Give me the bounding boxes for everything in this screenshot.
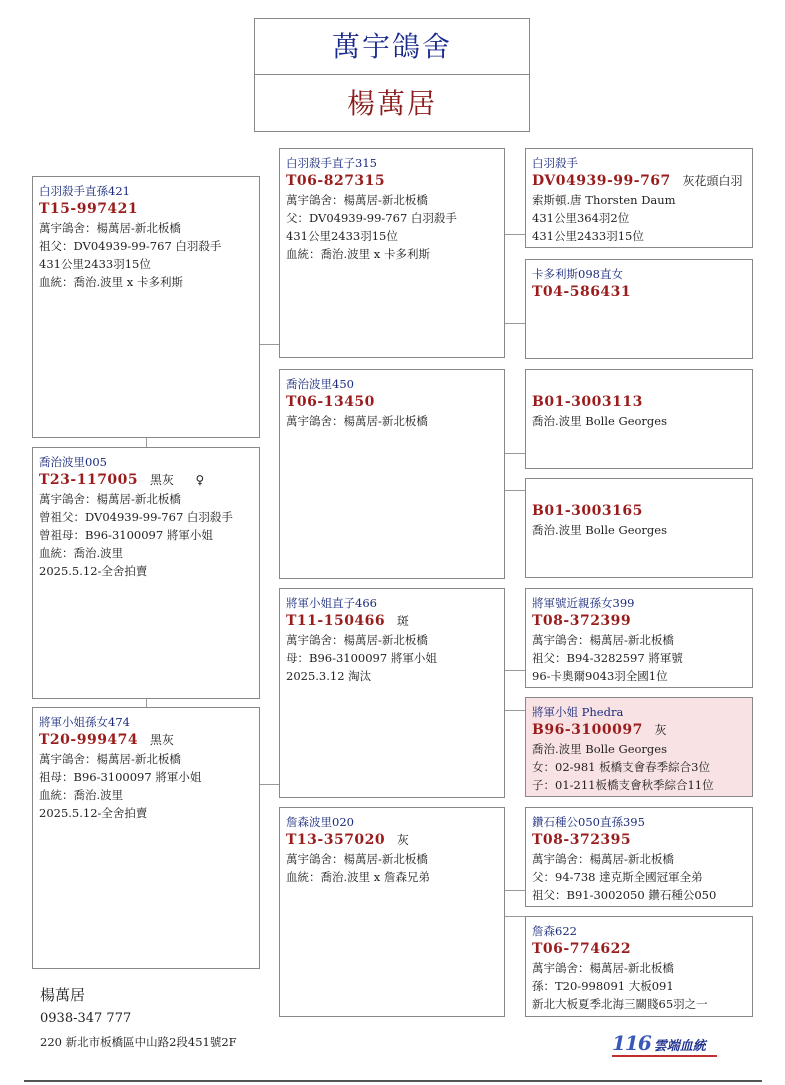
connector xyxy=(146,437,147,447)
ring-number: T13-357020 xyxy=(286,832,386,848)
card-title: 詹森波里020 xyxy=(286,815,354,829)
card-line: 萬宇鴿舍：楊萬居-新北板橋 xyxy=(532,961,674,975)
color-tag: 黑灰 xyxy=(149,473,174,487)
great-grandparent-card-6 xyxy=(525,697,753,797)
card-line: 曾祖父：DV04939-99-767 白羽殺手 xyxy=(39,510,233,524)
logo-text: 雲端血統 xyxy=(653,1039,706,1054)
card-line: 祖父：B94-3282597 將軍號 xyxy=(532,651,683,665)
card-title: 鑽石種公050直孫395 xyxy=(532,815,645,829)
ring-number: T08-372399 xyxy=(532,613,632,629)
card-line: 曾祖母：B96-3100097 將軍小姐 xyxy=(39,528,213,542)
grandparent-card-1 xyxy=(279,148,505,358)
ring-number: T06-774622 xyxy=(532,941,632,957)
card-line: 萬宇鴿舍：楊萬居-新北板橋 xyxy=(532,852,674,866)
card-line: 血統：喬治.波里 x 詹森兄弟 xyxy=(286,870,430,884)
card-line: 喬治.波里 Bolle Georges xyxy=(532,523,667,537)
card-line: 萬宇鴿舍：楊萬居-新北板橋 xyxy=(532,633,674,647)
contact-footer xyxy=(40,984,237,1052)
connector xyxy=(504,453,526,454)
brand-logo xyxy=(612,1031,706,1057)
card-title: 白羽殺手直孫421 xyxy=(39,184,130,198)
card-line: 孫：T20-998091 大板091 xyxy=(532,979,674,993)
connector xyxy=(259,784,279,785)
great-grandparent-card-5 xyxy=(525,588,753,688)
pedigree-header xyxy=(254,18,530,132)
ring-number: T11-150466 xyxy=(286,613,386,629)
color-tag: 灰 xyxy=(396,833,409,847)
card-line: 萬宇鴿舍：楊萬居-新北板橋 xyxy=(286,633,428,647)
connector xyxy=(504,670,526,671)
grandparent-card-3 xyxy=(279,588,505,798)
logo-number: 116 xyxy=(612,1031,651,1055)
card-line: 新北大板夏季北海三關賤65羽之一 xyxy=(532,997,708,1011)
great-grandparent-card-3 xyxy=(525,369,753,469)
logo-underline xyxy=(612,1055,717,1057)
female-symbol: ♀ xyxy=(195,473,205,487)
card-line: 父：DV04939-99-767 白羽殺手 xyxy=(286,211,457,225)
card-line: 母：B96-3100097 將軍小姐 xyxy=(286,651,437,665)
card-line: 祖父：B91-3002050 鑽石種公050 xyxy=(532,888,717,902)
connector xyxy=(504,234,526,235)
card-line: 祖父：DV04939-99-767 白羽殺手 xyxy=(39,239,222,253)
card-line: 萬宇鴿舍：楊萬居-新北板橋 xyxy=(39,492,181,506)
card-title: 喬治波里450 xyxy=(286,377,354,391)
card-line: 萬宇鴿舍：楊萬居-新北板橋 xyxy=(286,414,428,428)
card-line: 喬治.波里 Bolle Georges xyxy=(532,742,667,756)
card-line: 萬宇鴿舍：楊萬居-新北板橋 xyxy=(286,193,428,207)
ring-number: B01-3003113 xyxy=(532,394,643,410)
connector xyxy=(259,344,279,345)
card-line: 2025.3.12 淘汰 xyxy=(286,669,372,683)
card-title: 將軍小姐孫女474 xyxy=(39,715,130,729)
card-line: 431公里2433羽15位 xyxy=(286,229,398,243)
card-title: 將軍小姐直子466 xyxy=(286,596,377,610)
card-line: 血統：喬治.波里 xyxy=(39,546,124,560)
card-line: 431公里364羽2位 xyxy=(532,211,630,225)
bottom-divider xyxy=(24,1080,762,1082)
card-line: 96-卡奧爾9043羽全國1位 xyxy=(532,669,668,683)
ring-number: T08-372395 xyxy=(532,832,632,848)
card-line: 萬宇鴿舍：楊萬居-新北板橋 xyxy=(39,752,181,766)
card-line: 子：01-211板橋支會秋季綜合11位 xyxy=(532,778,714,792)
loft-name: 萬宇鴿舍 xyxy=(255,19,529,75)
contact-address: 220 新北市板橋區中山路2段451號2F xyxy=(40,1035,237,1049)
great-grandparent-card-7 xyxy=(525,807,753,907)
card-line: 索斯頓.唐 Thorsten Daum xyxy=(532,193,676,207)
ring-number: DV04939-99-767 xyxy=(532,173,671,189)
card-line: 431公里2433羽15位 xyxy=(39,257,151,271)
ring-number: B96-3100097 xyxy=(532,722,643,738)
card-line: 血統：喬治.波里 x 卡多利斯 xyxy=(286,247,430,261)
connector xyxy=(504,710,526,711)
dam-card xyxy=(32,447,260,699)
card-title: 詹森622 xyxy=(532,924,577,938)
ring-number: T04-586431 xyxy=(532,284,632,300)
card-title xyxy=(532,484,746,502)
ring-number: T20-999474 xyxy=(39,732,139,748)
connector xyxy=(504,916,526,917)
card-line: 萬宇鴿舍：楊萬居-新北板橋 xyxy=(39,221,181,235)
color-tag: 黑灰 xyxy=(149,733,174,747)
card-line: 血統：喬治.波里 xyxy=(39,788,124,802)
card-line: 喬治.波里 Bolle Georges xyxy=(532,414,667,428)
grandparent-card-2 xyxy=(279,369,505,579)
card-title: 喬治波里005 xyxy=(39,455,107,469)
card-title: 白羽殺手 xyxy=(532,156,578,170)
ring-number: T06-827315 xyxy=(286,173,386,189)
great-grandparent-card-4 xyxy=(525,478,753,578)
card-title: 將軍小姐 Phedra xyxy=(532,705,624,719)
connector xyxy=(504,890,526,891)
card-title: 將軍號近親孫女399 xyxy=(532,596,635,610)
great-grandparent-card-2 xyxy=(525,259,753,359)
card-title: 白羽殺手直子315 xyxy=(286,156,377,170)
card-line: 2025.5.12-全舍拍賣 xyxy=(39,564,148,578)
ring-number: T23-117005 xyxy=(39,472,139,488)
card-line: 女：02-981 板橋支會春季綜合3位 xyxy=(532,760,710,774)
color-tag: 灰 xyxy=(654,723,667,737)
card-title: 卡多利斯098直女 xyxy=(532,267,623,281)
ring-number: T06-13450 xyxy=(286,394,375,410)
contact-name: 楊萬居 xyxy=(40,986,86,1004)
sibling-card xyxy=(32,707,260,969)
connector xyxy=(504,490,526,491)
card-title xyxy=(532,375,746,393)
card-line: 血統：喬治.波里 x 卡多利斯 xyxy=(39,275,183,289)
contact-phone: 0938-347 777 xyxy=(40,1011,132,1026)
card-line: 父：94-738 達克斯全國冠軍全弟 xyxy=(532,870,703,884)
grandparent-card-4 xyxy=(279,807,505,1017)
card-line: 祖母：B96-3100097 將軍小姐 xyxy=(39,770,202,784)
card-line: 431公里2433羽15位 xyxy=(532,229,644,243)
ring-number: B01-3003165 xyxy=(532,503,643,519)
owner-name: 楊萬居 xyxy=(346,87,437,120)
color-tag: 灰花頭白羽 xyxy=(682,174,743,188)
sire-card xyxy=(32,176,260,438)
great-grandparent-card-1 xyxy=(525,148,753,248)
great-grandparent-card-8 xyxy=(525,916,753,1017)
card-line: 萬宇鴿舍：楊萬居-新北板橋 xyxy=(286,852,428,866)
color-tag: 斑 xyxy=(396,614,409,628)
connector xyxy=(504,323,526,324)
ring-number: T15-997421 xyxy=(39,201,139,217)
card-line: 2025.5.12-全舍拍賣 xyxy=(39,806,148,820)
